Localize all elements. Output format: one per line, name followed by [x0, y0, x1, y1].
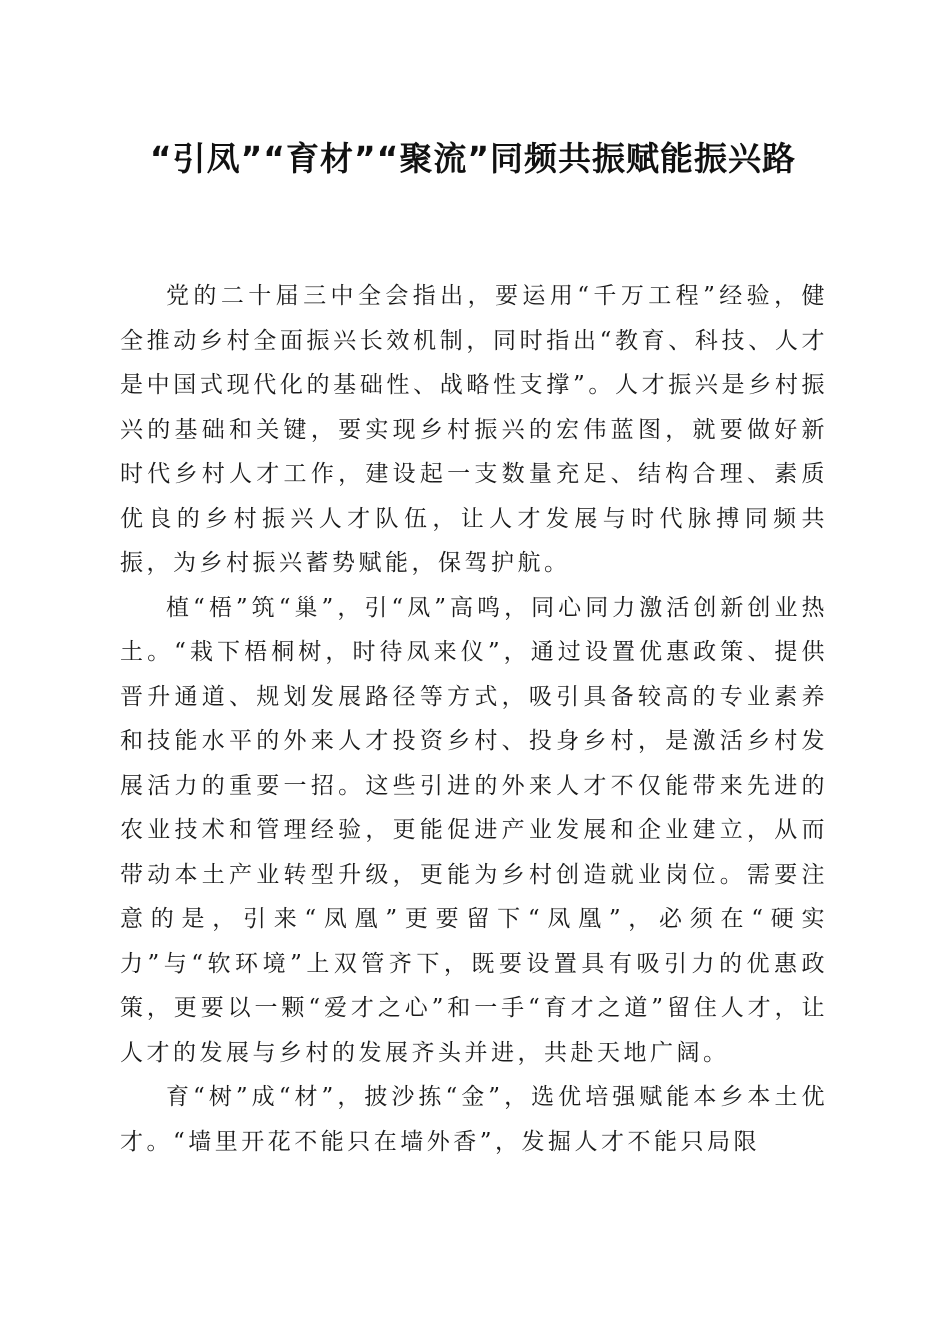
document-body — [120, 274, 828, 1164]
document-title: “引凤”“育材”“聚流”同频共振赋能振兴路 — [149, 139, 797, 178]
paragraph-3: 育“树”成“材”，披沙拣“金”，选优培强赋能本乡本土优才。“墙里开花不能只在墙外香”，发掘人才不能只局限 — [120, 1084, 828, 1155]
paragraph-2: 植“梧”筑“巢”，引“凤”高鸣，同心同力激活创新创业热土。“栽下梧桐树，时待凤来仪”，通过设置优惠政策、提供晋升通道、规划发展路径等方式，吸引具备较高的专业素养和技能水平的外来人才投资乡村、投身乡村，是激活乡村发展活力的重要一招。这些引进的外来人才不仅能带来先进的农业技术和管理经验，更能促进产业发展和企业建立，从而带动本土产业转型升级，更能为乡村创造就业岗位。需要注意的是，引来“凤凰”更要留下“凤凰”，必须在“硬实力”与“软环境”上双管齐下，既要设置具有吸引力的优惠政策，更要以一颗“爱才之心”和一手“育才之道”留住人才，让人才的发展与乡村的发展齐头并进，共赴天地广阔。 — [120, 594, 828, 1066]
paragraph-1: 党的二十届三中全会指出，要运用“千万工程”经验，健全推动乡村全面振兴长效机制，同时指出“教育、科技、人才是中国式现代化的基础性、战略性支撑”。人才振兴是乡村振兴的基础和关键，要实现乡村振兴的宏伟蓝图，就要做好新时代乡村人才工作，建设起一支数量充足、结构合理、素质优良的乡村振兴人才队伍，让人才发展与时代脉搏同频共振，为乡村振兴蓄势赋能，保驾护航。 — [120, 283, 828, 576]
